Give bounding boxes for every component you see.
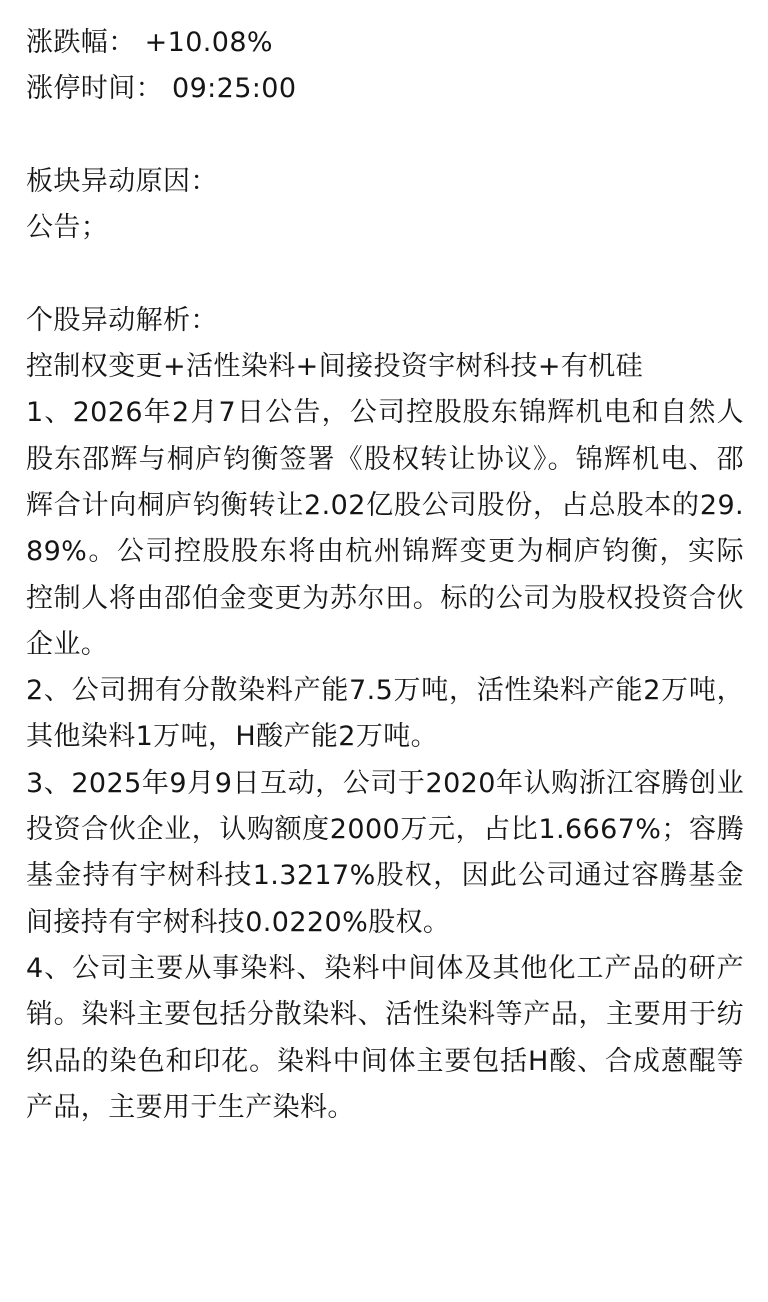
analysis-heading: 个股异动解析： [26,304,218,336]
change-row [26,20,744,66]
analysis-point-2: 2、公司拥有分散染料产能7.5万吨，活性染料产能2万吨，其他染料1万吨，H酸产能2万吨。 [26,675,744,753]
sector-reason: 公告； [26,212,109,244]
spacer [26,251,744,297]
change-label: 涨跌幅： [26,27,136,58]
limit-time-value: 09:25:00 [171,73,297,105]
limit-time-label: 涨停时间： [26,73,163,105]
spacer [26,113,744,159]
analysis-point-3: 3、2025年9月9日互动，公司于2020年认购浙江容腾创业投资合伙企业，认购额度2000万元，占比1.6667%；容腾基金持有宇树科技1.3217%股权，因此公司通过容腾基金间接持有宇树科技0.0220%股权。 [26,767,744,938]
limit-time-row [26,66,744,112]
change-value: +10.08% [144,27,273,58]
analysis-point-1: 1、2026年2月7日公告，公司控股股东锦辉机电和自然人股东邵辉与桐庐钧衡签署《股权转让协议》。锦辉机电、邵辉合计向桐庐钧衡转让2.02亿股公司股份，占总股本的29.89%。公司控股股东将由杭州锦辉变更为桐庐钧衡，实际控制人将由邵伯金变更为苏尔田。标的公司为股权投资合伙企业。 [26,397,744,660]
analysis-point-4: 4、公司主要从事染料、染料中间体及其他化工产品的研产销。染料主要包括分散染料、活性染料等产品，主要用于纺织品的染色和印花。染料中间体主要包括H酸、合成蒽醌等产品，主要用于生产染料。 [26,952,744,1123]
sector-heading: 板块异动原因： [26,165,218,197]
analysis-tags: 控制权变更+活性染料+间接投资宇树科技+有机硅 [26,351,644,383]
